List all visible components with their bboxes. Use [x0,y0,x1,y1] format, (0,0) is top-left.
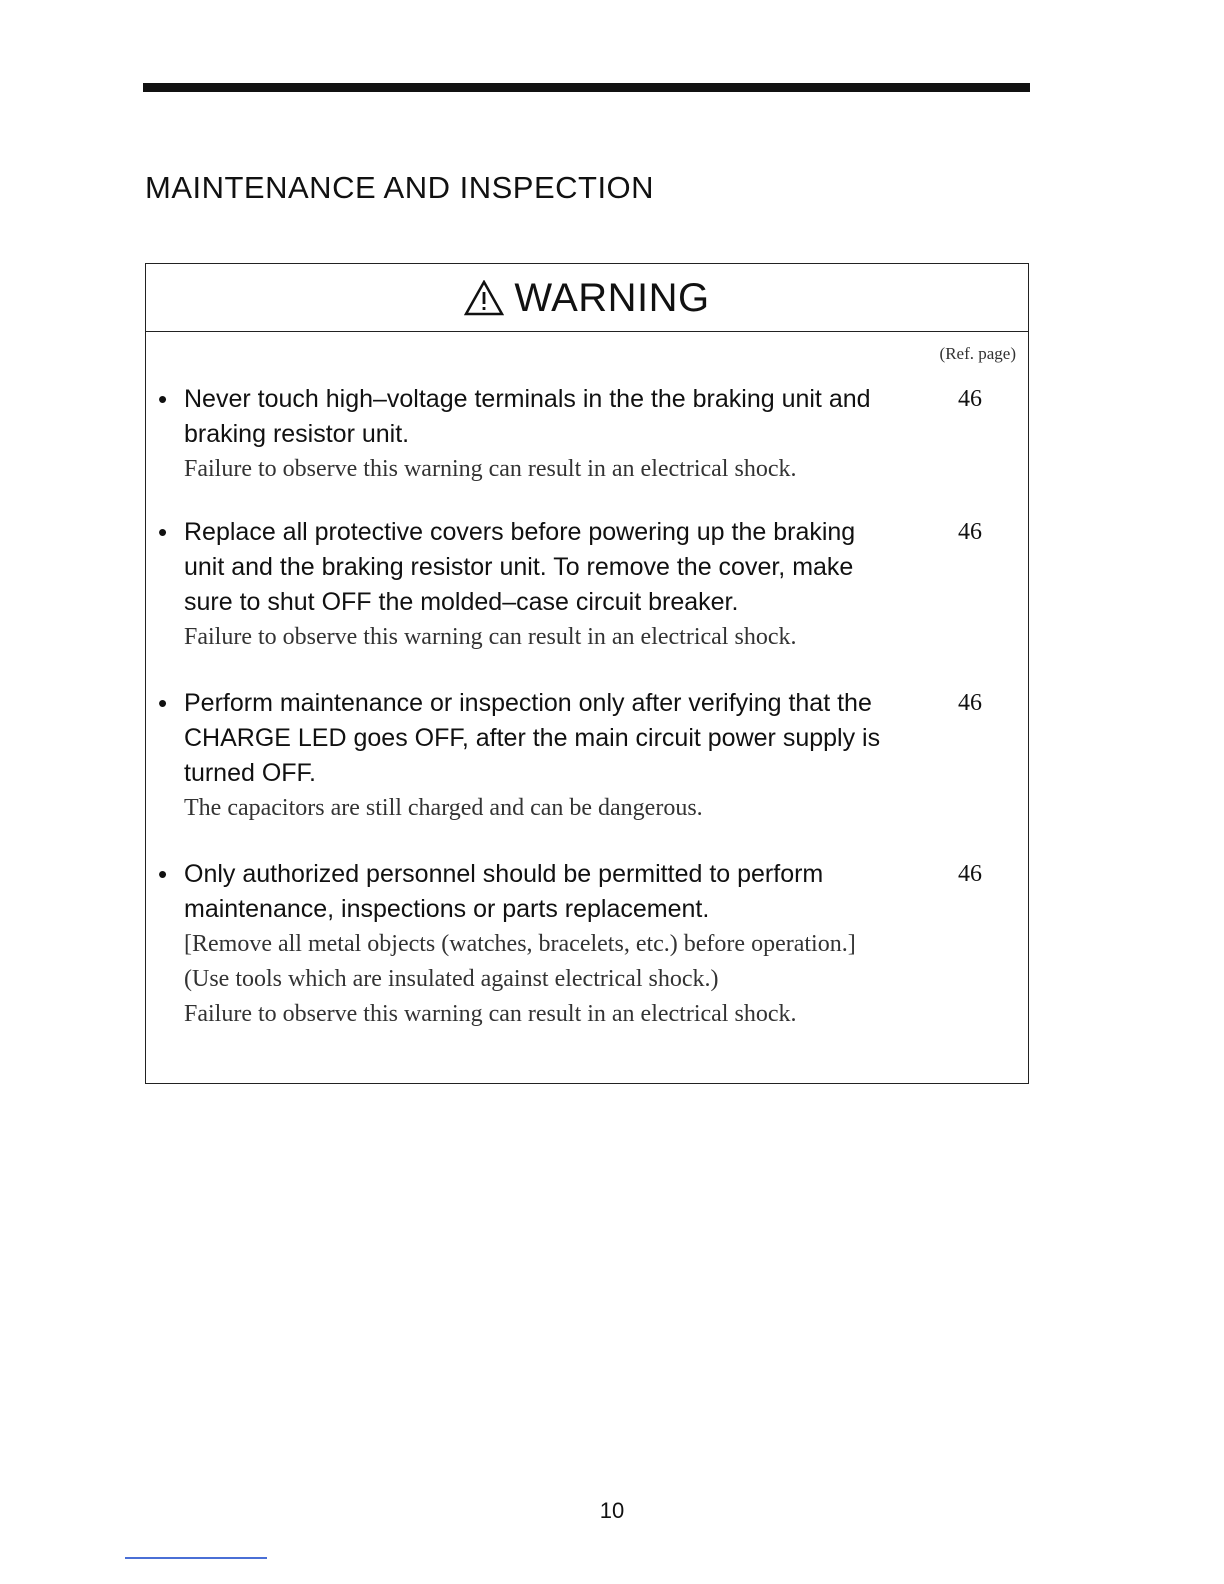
warning-item-body [184,686,900,826]
warning-box [145,263,1029,1084]
warning-title: WARNING [514,275,710,320]
warning-header [146,264,1028,332]
ref-page-number: 46 [958,519,982,545]
warning-item-note: Failure to observe this warning can result in an electrical shock. [184,456,797,482]
page-number: 10 [599,1498,625,1523]
ref-page-label: (Ref. page) [939,344,1016,363]
bullet: • [158,688,168,718]
ref-page-number: 46 [958,386,982,412]
warning-item-note: The capacitors are still charged and can be dangerous. [184,795,703,821]
warning-item-text: Never touch high–voltage terminals in the the braking unit and braking resistor unit. [184,385,871,448]
bullet: • [158,384,168,414]
bullet: • [158,859,168,889]
ref-page-number: 46 [958,861,982,887]
warning-item-note: Failure to observe this warning can result in an electrical shock. [184,1001,797,1027]
warning-item-note: [Remove all metal objects (watches, bracelets, etc.) before operation.] [184,931,856,957]
warning-item-text: Perform maintenance or inspection only after verifying that the CHARGE LED goes OFF, after the main circuit power supply is turned OFF. [184,689,881,787]
warning-item-text: Only authorized personnel should be permitted to perform maintenance, inspections or parts replacement. [184,860,824,923]
bottom-rule [125,1557,267,1559]
top-rule [143,83,1030,92]
warning-item-body [184,382,900,487]
warning-triangle-icon [464,280,504,316]
warning-item-note: (Use tools which are insulated against electrical shock.) [184,966,719,992]
bullet: • [158,517,168,547]
section-heading: MAINTENANCE AND INSPECTION [145,170,655,205]
warning-item-note: Failure to observe this warning can result in an electrical shock. [184,624,797,650]
warning-item-body [184,857,900,1032]
warning-item-text: Replace all protective covers before powering up the braking unit and the braking resistor unit. To remove the cover, make sure to shut OFF the molded–case circuit breaker. [184,518,856,616]
ref-page-number: 46 [958,690,982,716]
warning-item-body [184,515,900,655]
